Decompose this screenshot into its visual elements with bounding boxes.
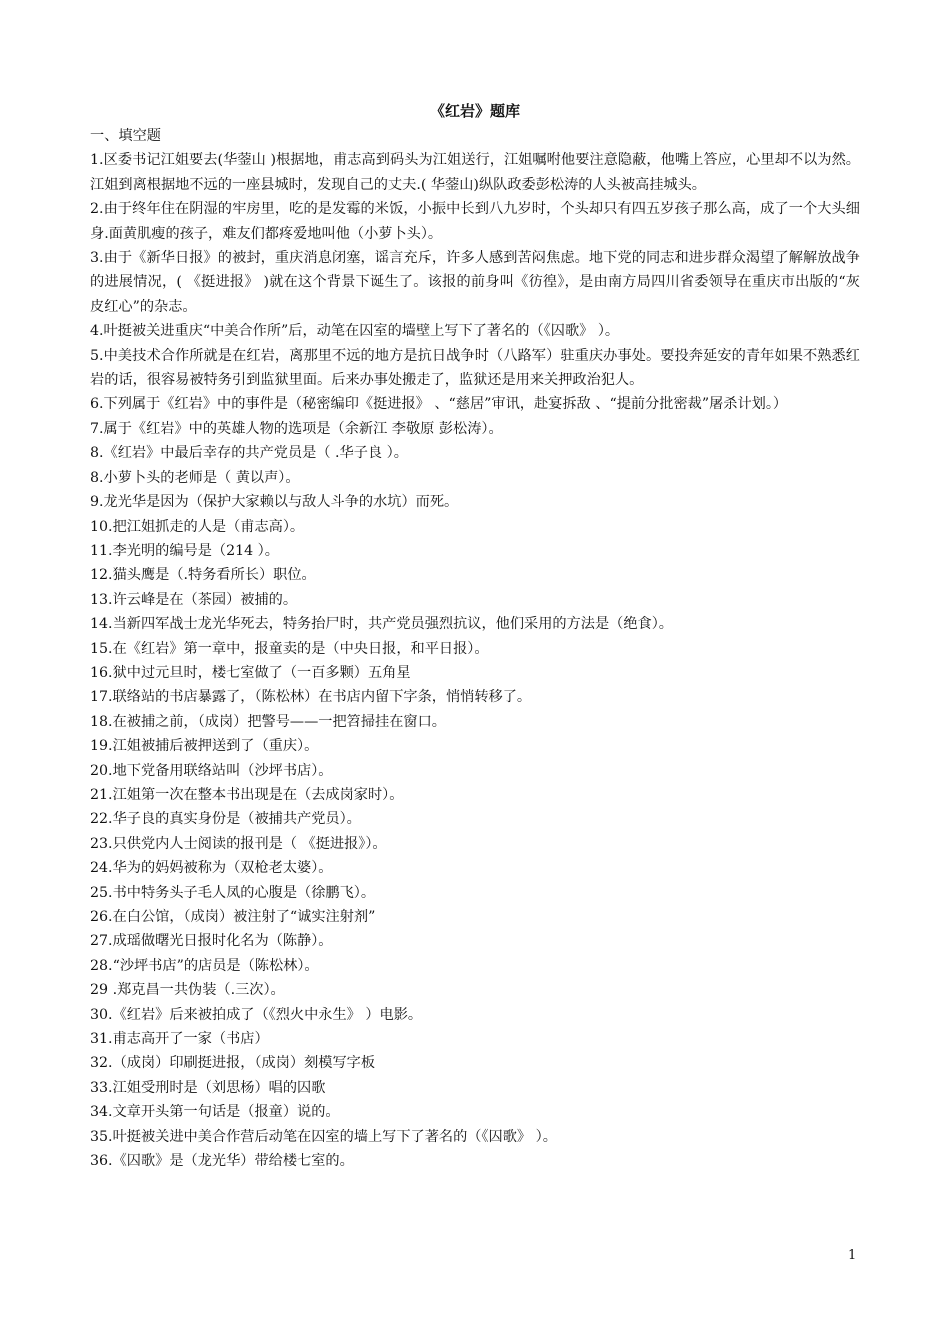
section-heading: 一、填空题 (90, 128, 161, 144)
list-item: 33.江姐受刑时是（刘思杨）唱的囚歌 (90, 1079, 326, 1096)
list-item: 16.狱中过元旦时，楼七室做了（一百多颗）五角星 (90, 664, 411, 681)
list-item: 27.成瑶做曙光日报时化名为（陈静）。 (90, 933, 333, 950)
page-number: 1 (848, 1248, 857, 1263)
list-item: 35.叶挺被关进中美合作营后动笔在囚室的墙上写下了著名的（《囚歌》 ）。 (90, 1128, 557, 1145)
list-item: 11.李光明的编号是（214 ）。 (90, 542, 279, 559)
list-item: 36.《囚歌》是（龙光华）带给楼七室的。 (90, 1153, 354, 1170)
list-item: 10.把江姐抓走的人是（甫志高）。 (90, 518, 305, 535)
list-item: 20.地下党备用联络站叫（沙坪书店）。 (90, 762, 333, 779)
list-item: 21.江姐第一次在整本书出现是在（去成岗家时）。 (90, 786, 404, 803)
list-item: 7.属于《红岩》中的英雄人物的选项是（余新江 李敬原 彭松涛）。 (90, 420, 503, 437)
list-item: 8.小萝卜头的老师是（ 黄以声）。 (90, 469, 300, 486)
list-item: 32.（成岗）印刷挺进报，（成岗）刻模写字板 (90, 1055, 376, 1072)
list-item: 9.龙光华是因为（保护大家赖以与敌人斗争的水坑）而死。 (90, 494, 459, 511)
list-item: 29 .郑克昌一共伪装（.三次）。 (90, 982, 285, 999)
list-item: 6.下列属于《红岩》中的事件是（秘密编印《挺进报》 、“慈居”审讯，赴宴拆敌 、“提前分批密裁”屠杀计划。） (90, 396, 788, 413)
list-item: 34.文章开头第一句话是（报童）说的。 (90, 1104, 340, 1121)
list-item: 12.猫头鹰是（.特务看所长）职位。 (90, 567, 316, 584)
list-item: 30.《红岩》后来被拍成了（《烈火中永生》 ）电影。 (90, 1006, 423, 1023)
list-item: 18.在被捕之前，（成岗）把警号——一把笤掃挂在窗口。 (90, 713, 446, 730)
list-item: 3.由于《新华日报》的被封，重庆消息闭塞，谣言充斥，许多人感到苦闷焦虑。地下党的同志和进步群众渴望了解解放战争的进展情况，( 《挺进报》 )就在这个背景下诞生了。该报的前身叫《彷徨》，是由南方局四川省委领导在重庆市出版的“灰皮红心”的杂志。 (90, 250, 860, 315)
list-item: 5.中美技术合作所就是在红岩，离那里不远的地方是抗日战争时（八路军）驻重庆办事处。要投奔延安的青年如果不熟悉红岩的话，很容易被特务引到监狱里面。后来办事处搬走了，监狱还是用来关押政治犯人。 (90, 347, 860, 389)
list-item: 4.叶挺被关进重庆“中美合作所”后，动笔在囚室的墙壁上写下了著名的（《囚歌》 ）。 (90, 323, 620, 340)
list-item: 19.江姐被捕后被押送到了（重庆）。 (90, 738, 319, 755)
list-item: 25.书中特务头子毛人凤的心腹是（徐鹏飞）。 (90, 884, 376, 901)
list-item: 31.甫志高开了一家（书店） (90, 1031, 269, 1048)
list-item: 23.只供党内人士阅读的报刊是（ 《挺进报》）。 (90, 835, 387, 852)
list-item: 15.在《红岩》第一章中，报童卖的是（中央日报，和平日报）。 (90, 640, 489, 657)
list-item: 24.华为的妈妈被称为（双枪老太婆）。 (90, 860, 333, 877)
document-title: 《红岩》题库 (429, 102, 520, 120)
document-body (90, 124, 860, 1173)
list-item: 22.华子良的真实身份是（被捕共产党员）。 (90, 811, 361, 828)
list-item: 13.许云峰是在（茶园）被捕的。 (90, 591, 298, 608)
list-item: 1.区委书记江姐要去(华蓥山 )根据地，甫志高到码头为江姐送行，江姐嘱咐他要注意隐蔽，他嘴上答应，心里却不以为然。江姐到离根据地不远的一座县城时，发现自己的丈夫.( 华蓥山)纵队政委彭松涛的人头被高挂城头。 (90, 152, 860, 193)
list-item: 2.由于终年住在阴湿的牢房里，吃的是发霉的米饭，小振中长到八九岁时，个头却只有四五岁孩子那么高，成了一个大头细身.面黄肌瘦的孩子，难友们都疼爱地叫他（小萝卜头）。 (90, 201, 860, 242)
list-item: 26.在白公馆，（成岗）被注射了“诚实注射剂” (90, 909, 376, 925)
list-item: 8.《红岩》中最后幸存的共产党员是（ .华子良 ）。 (90, 445, 408, 462)
list-item: 14.当新四军战士龙光华死去，特务抬尸时，共产党员强烈抗议，他们采用的方法是（绝食）。 (90, 616, 673, 633)
list-item: 28.“沙坪书店”的店员是（陈松林）。 (90, 957, 319, 974)
list-item: 17.联络站的书店暴露了，（陈松林）在书店内留下字条，悄悄转移了。 (90, 689, 532, 706)
